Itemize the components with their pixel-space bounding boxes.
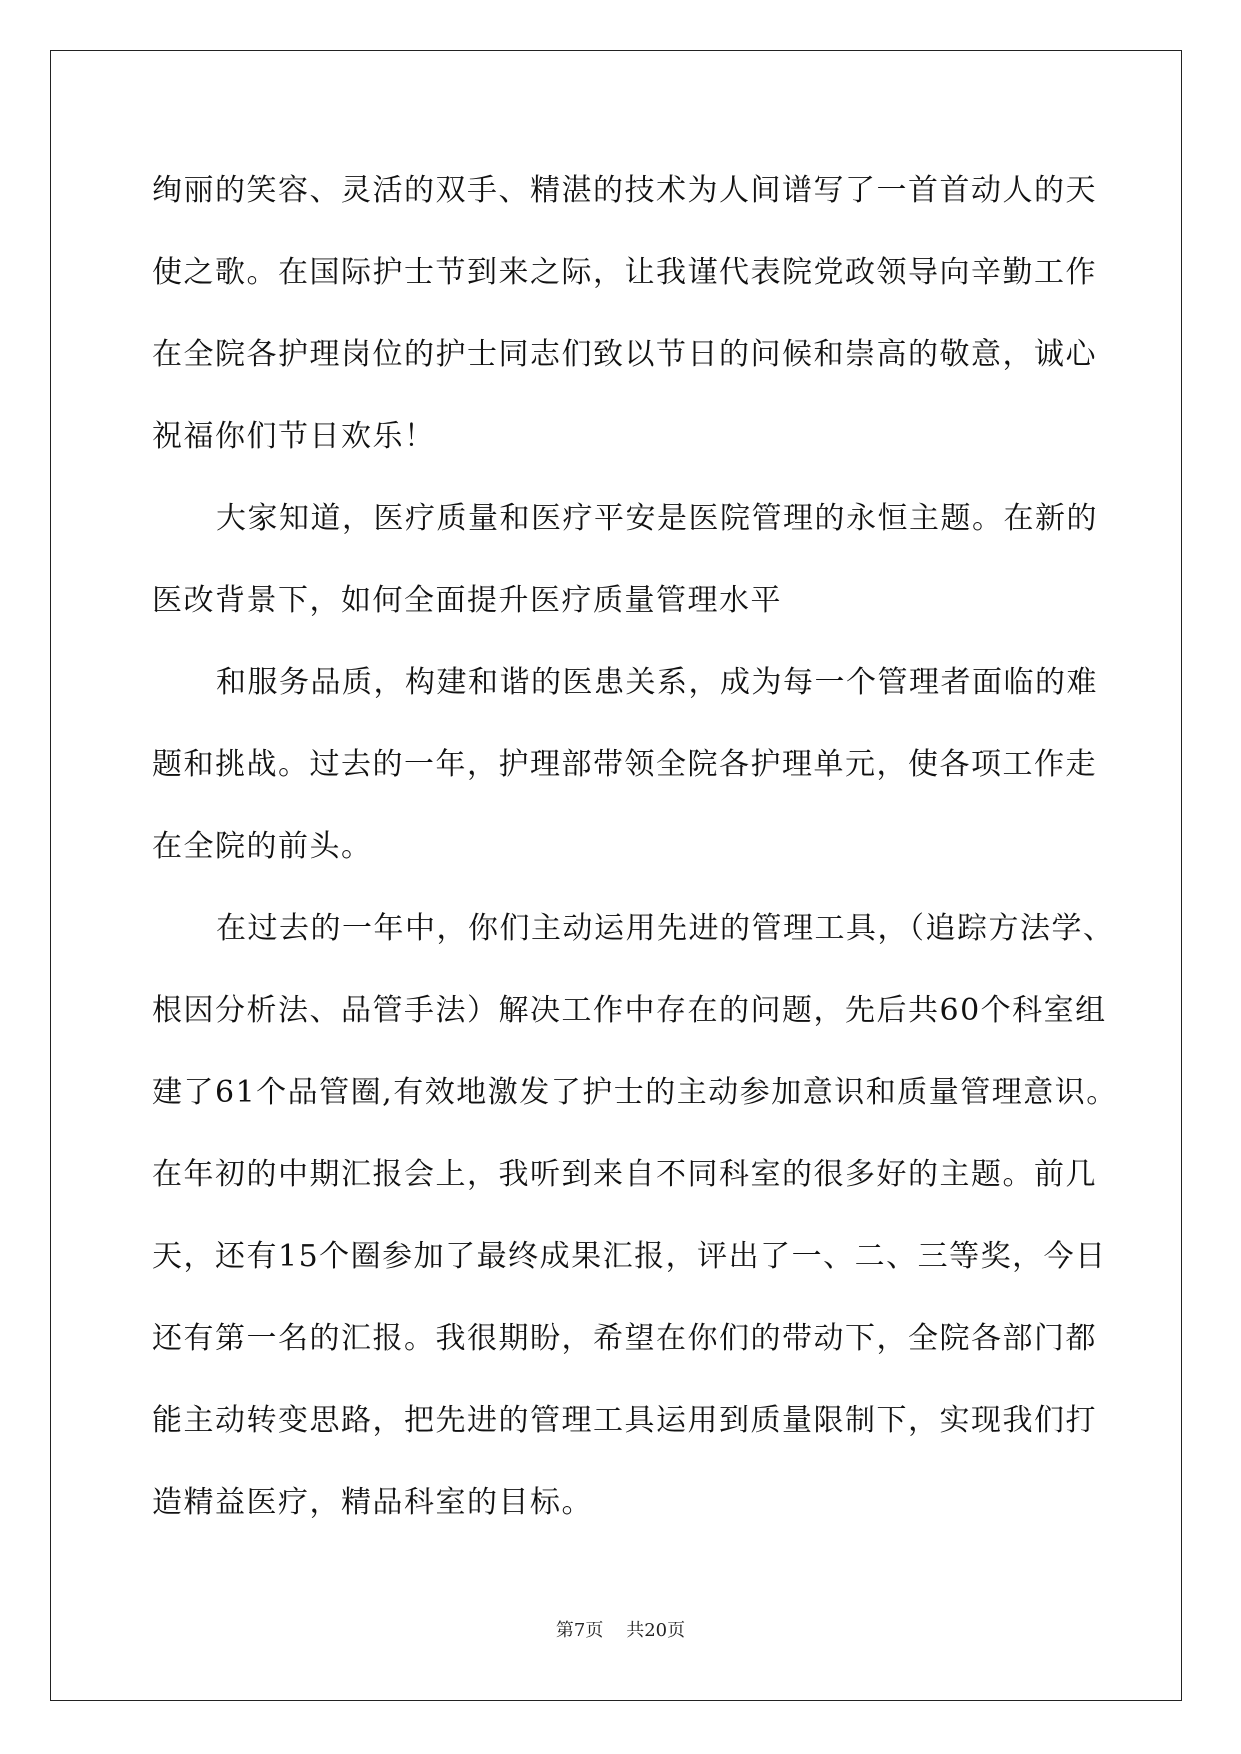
text-line-12: 建了61个品管圈,有效地激发了护士的主动参加意识和质量管理意识。 <box>152 1075 1118 1110</box>
text-line-11: 根因分析法、品管手法）解决工作中存在的问题，先后共60个科室组 <box>152 993 1107 1028</box>
page-number-footer: 第7页 共20页 <box>555 1620 686 1641</box>
text-line-3: 在全院各护理岗位的护士同志们致以节日的问候和崇高的敬意，诚心 <box>152 337 1097 372</box>
text-line-5: 大家知道，医疗质量和医疗平安是医院管理的永恒主题。在新的 <box>216 501 1098 536</box>
text-line-9: 在全院的前头。 <box>152 829 373 864</box>
text-line-15: 还有第一名的汇报。我很期盼，希望在你们的带动下，全院各部门都 <box>152 1321 1097 1356</box>
text-line-6: 医改背景下，如何全面提升医疗质量管理水平 <box>152 583 782 618</box>
text-line-8: 题和挑战。过去的一年，护理部带领全院各护理单元，使各项工作走 <box>152 747 1097 782</box>
text-line-1: 绚丽的笑容、灵活的双手、精湛的技术为人间谱写了一首首动人的天 <box>152 173 1097 208</box>
document-body <box>152 160 1118 1554</box>
text-line-4: 祝福你们节日欢乐！ <box>152 419 436 454</box>
text-line-13: 在年初的中期汇报会上，我听到来自不同科室的很多好的主题。前几 <box>152 1157 1097 1192</box>
text-line-17: 造精益医疗，精品科室的目标。 <box>152 1485 593 1520</box>
text-line-10: 在过去的一年中，你们主动运用先进的管理工具，（追踪方法学、 <box>216 911 1115 946</box>
text-line-16: 能主动转变思路，把先进的管理工具运用到质量限制下，实现我们打 <box>152 1403 1097 1438</box>
text-line-14: 天，还有15个圈参加了最终成果汇报，评出了一、二、三等奖，今日 <box>152 1239 1107 1274</box>
text-line-7: 和服务品质，构建和谐的医患关系，成为每一个管理者面临的难 <box>216 665 1098 700</box>
text-line-2: 使之歌。在国际护士节到来之际，让我谨代表院党政领导向辛勤工作 <box>152 255 1097 290</box>
